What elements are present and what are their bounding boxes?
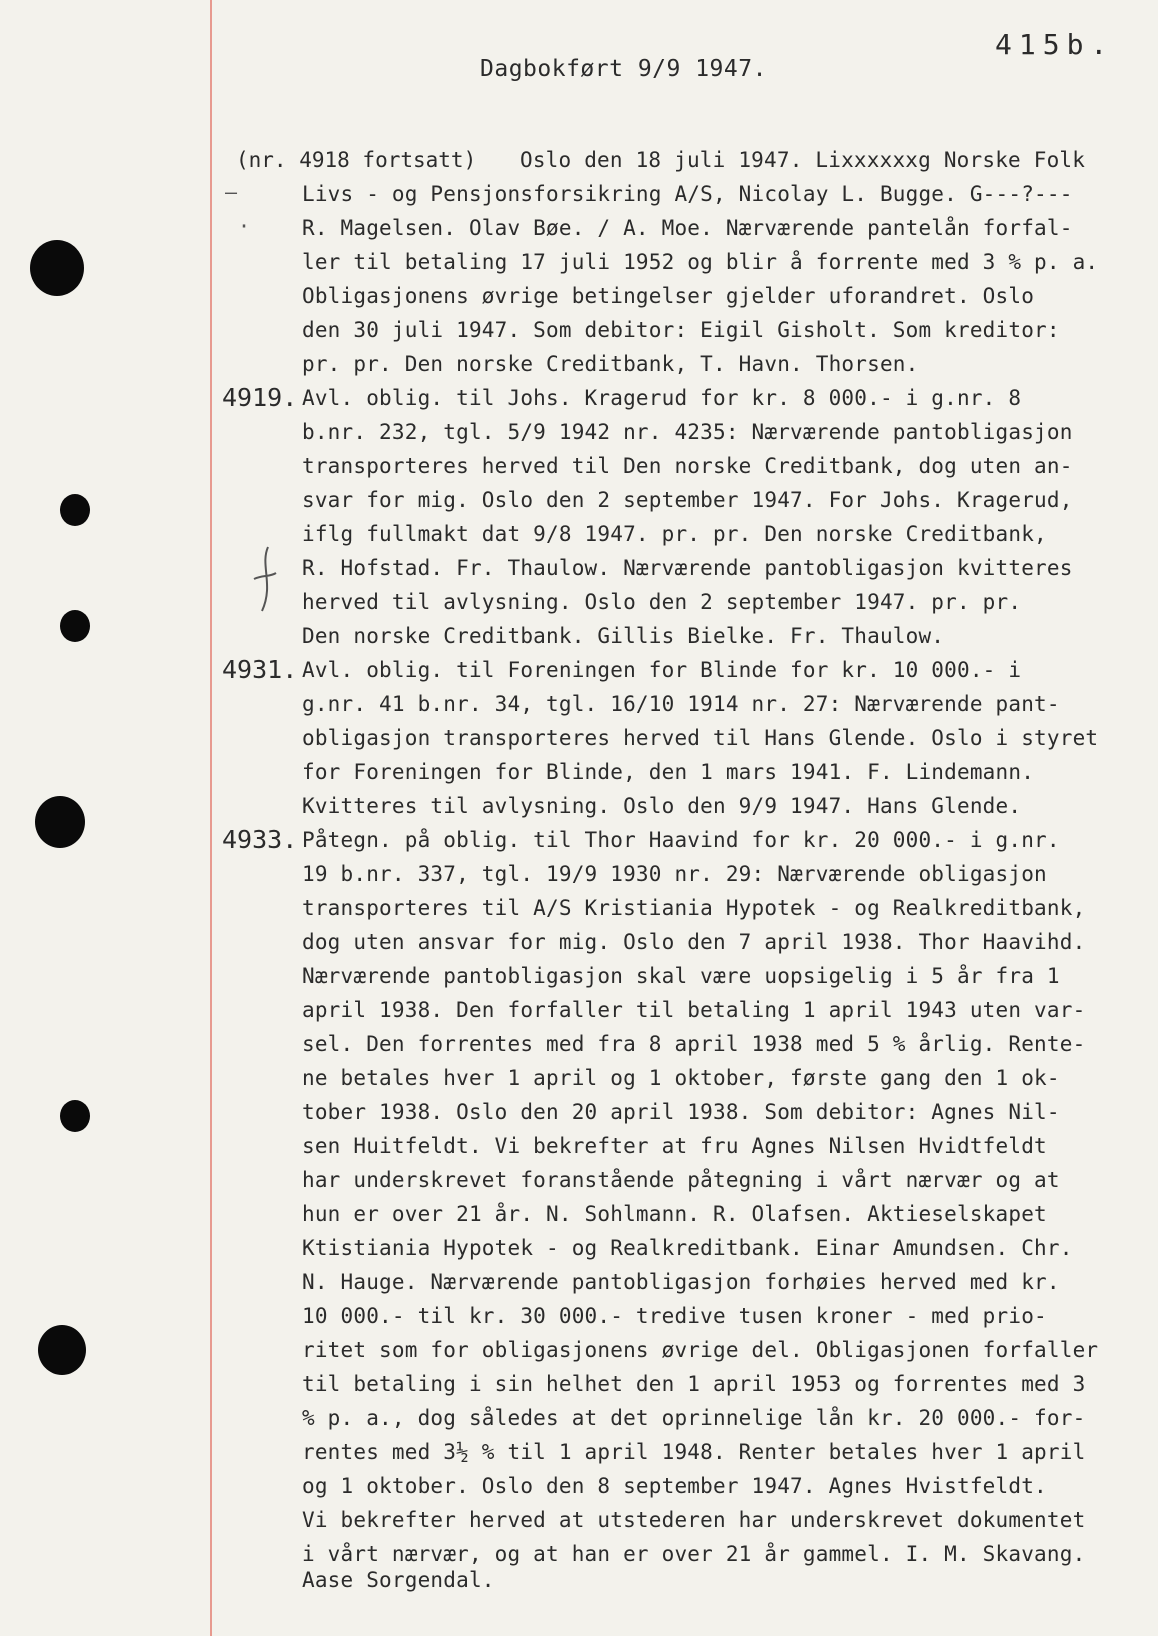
text-line: ritet som for obligasjonens øvrige del. Obligasjonen forfaller: [302, 1338, 1099, 1362]
text-line: for Foreningen for Blinde, den 1 mars 1941. F. Lindemann.: [302, 760, 1035, 784]
margin-dot: ·: [238, 214, 251, 238]
text-line: april 1938. Den forfaller til betaling 1 april 1943 uten var-: [302, 998, 1086, 1022]
text-line: i vårt nærvær, og at han er over 21 år gammel. I. M. Skavang.: [302, 1542, 1086, 1566]
text-line: tober 1938. Oslo den 20 april 1938. Som debitor: Agnes Nil-: [302, 1100, 1060, 1124]
text-line: svar for mig. Oslo den 2 september 1947. For Johs. Kragerud,: [302, 488, 1073, 512]
text-line: Livs - og Pensjonsforsikring A/S, Nicolay L. Bugge. G---?---: [302, 182, 1073, 206]
punch-hole: [60, 610, 90, 642]
text-line: R. Hofstad. Fr. Thaulow. Nærværende pantobligasjon kvitteres: [302, 556, 1073, 580]
punch-hole: [35, 796, 85, 848]
entry-number: 4919.: [222, 383, 298, 412]
text-line: g.nr. 41 b.nr. 34, tgl. 16/10 1914 nr. 27: Nærværende pant-: [302, 692, 1060, 716]
folio-number: 415b.: [995, 28, 1115, 61]
text-line: Den norske Creditbank. Gillis Bielke. Fr. Thaulow.: [302, 624, 945, 648]
text-line: dog uten ansvar for mig. Oslo den 7 april 1938. Thor Haavihd.: [302, 930, 1086, 954]
text-line: R. Magelsen. Olav Bøe. / A. Moe. Nærværende pantelån forfal-: [302, 216, 1073, 240]
text-line: N. Hauge. Nærværende pantobligasjon forhøies herved med kr.: [302, 1270, 1060, 1294]
entry-number: 4931.: [222, 655, 298, 684]
text-line: obligasjon transporteres herved til Hans Glende. Oslo i styret: [302, 726, 1099, 750]
text-line: 19 b.nr. 337, tgl. 19/9 1930 nr. 29: Nærværende obligasjon: [302, 862, 1047, 886]
text-line: b.nr. 232, tgl. 5/9 1942 nr. 4235: Nærværende pantobligasjon: [302, 420, 1073, 444]
text-line: Nærværende pantobligasjon skal være uopsigelig i 5 år fra 1: [302, 964, 1060, 988]
text-line: herved til avlysning. Oslo den 2 september 1947. pr. pr.: [302, 590, 1022, 614]
red-margin-rule: [210, 0, 212, 1636]
text-line: Avl. oblig. til Johs. Kragerud for kr. 8 000.- i g.nr. 8: [302, 386, 1022, 410]
text-line: Oslo den 18 juli 1947. Lixxxxxxg Norske Folk: [520, 148, 1086, 172]
text-line: den 30 juli 1947. Som debitor: Eigil Gisholt. Som kreditor:: [302, 318, 1060, 342]
text-line: og 1 oktober. Oslo den 8 september 1947. Agnes Hvistfeldt.: [302, 1474, 1047, 1498]
text-line: 10 000.- til kr. 30 000.- tredive tusen kroner - med prio-: [302, 1304, 1047, 1328]
text-line: iflg fullmakt dat 9/8 1947. pr. pr. Den norske Creditbank,: [302, 522, 1047, 546]
text-line: rentes med 3½ % til 1 april 1948. Renter betales hver 1 april: [302, 1440, 1086, 1464]
text-line: Aase Sorgendal.: [302, 1568, 495, 1592]
punch-hole: [60, 1100, 90, 1132]
margin-initials: [250, 545, 280, 615]
text-line: transporteres herved til Den norske Creditbank, dog uten an-: [302, 454, 1073, 478]
registration-note: Dagbokført 9/9 1947.: [480, 56, 767, 82]
text-line: har underskrevet foranstående påtegning i vårt nærvær og at: [302, 1168, 1060, 1192]
entry-number: 4933.: [222, 825, 298, 854]
text-line: Påtegn. på oblig. til Thor Haavind for kr. 20 000.- i g.nr.: [302, 828, 1060, 852]
punch-hole: [30, 240, 84, 296]
text-line: Obligasjonens øvrige betingelser gjelder uforandret. Oslo: [302, 284, 1035, 308]
punch-hole: [60, 494, 90, 526]
text-line: hun er over 21 år. N. Sohlmann. R. Olafsen. Aktieselskapet: [302, 1202, 1047, 1226]
text-line: Ktistiania Hypotek - og Realkreditbank. Einar Amundsen. Chr.: [302, 1236, 1073, 1260]
text-line: Kvitteres til avlysning. Oslo den 9/9 1947. Hans Glende.: [302, 794, 1022, 818]
text-line: pr. pr. Den norske Creditbank, T. Havn. Thorsen.: [302, 352, 919, 376]
text-line: Avl. oblig. til Foreningen for Blinde for kr. 10 000.- i: [302, 658, 1022, 682]
punch-hole: [38, 1325, 86, 1375]
margin-dash: –: [225, 180, 238, 204]
text-line: ne betales hver 1 april og 1 oktober, første gang den 1 ok-: [302, 1066, 1060, 1090]
text-line: transporteres til A/S Kristiania Hypotek - og Realkreditbank,: [302, 896, 1086, 920]
text-line: sen Huitfeldt. Vi bekrefter at fru Agnes Nilsen Hvidtfeldt: [302, 1134, 1047, 1158]
text-line: sel. Den forrentes med fra 8 april 1938 med 5 % årlig. Rente-: [302, 1032, 1086, 1056]
text-line: % p. a., dog således at det oprinnelige lån kr. 20 000.- for-: [302, 1406, 1086, 1430]
text-line: ler til betaling 17 juli 1952 og blir å forrente med 3 % p. a.: [302, 250, 1099, 274]
continuation-label: (nr. 4918 fortsatt): [236, 148, 477, 172]
text-line: til betaling i sin helhet den 1 april 1953 og forrentes med 3: [302, 1372, 1086, 1396]
text-line: Vi bekrefter herved at utstederen har underskrevet dokumentet: [302, 1508, 1086, 1532]
